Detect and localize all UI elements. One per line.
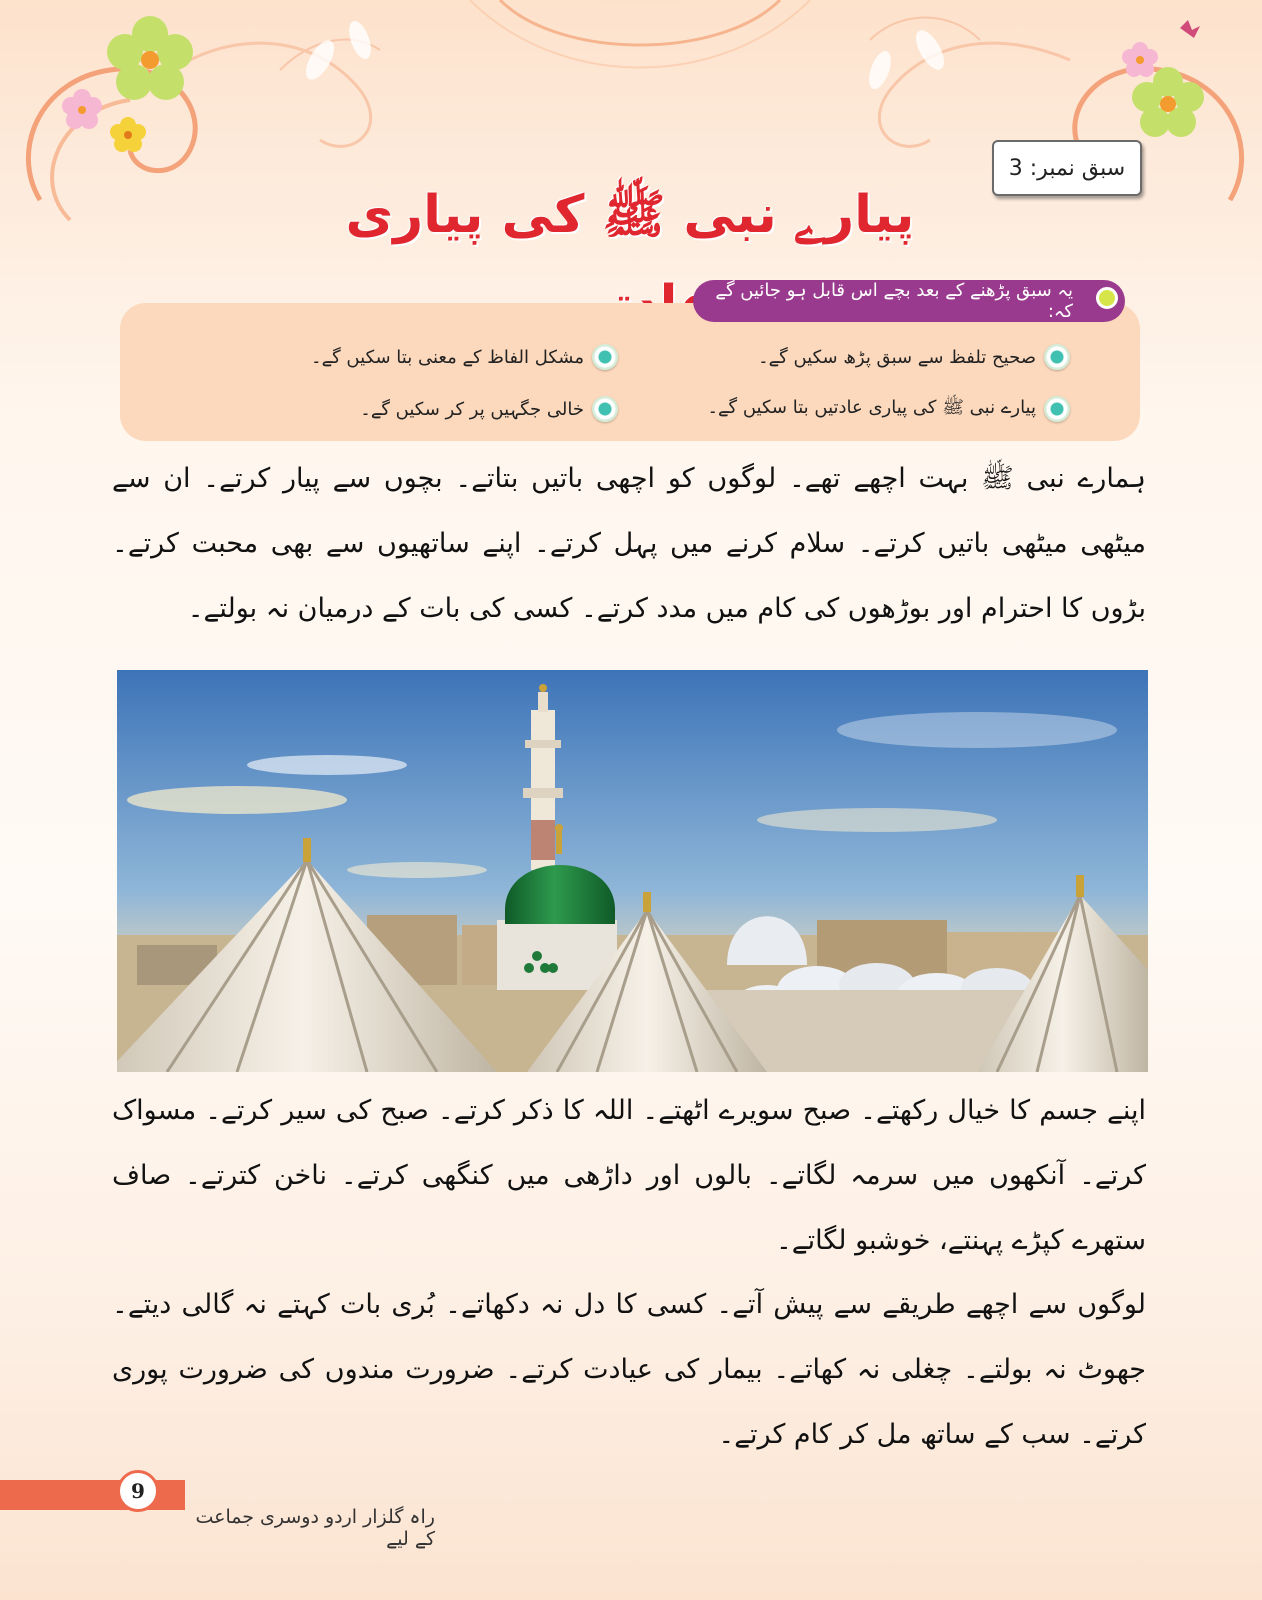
objective-text: صحیح تلفظ سے سبق پڑھ سکیں گے۔ <box>758 346 1036 368</box>
lesson-number-label: سبق نمبر: 3 <box>1008 155 1126 181</box>
lesson-number-box <box>992 140 1142 196</box>
paragraph-3: لوگوں سے اچھے طریقے سے پیش آتے۔ کسی کا دل نہ دکھاتے۔ بُری بات کہتے نہ گالی دیتے۔ جھوٹ نہ بولتے۔ چغلی نہ کھاتے۔ بیمار کی عیادت کرتے۔ ضرورت مندوں کی ضرورت پوری کرتے۔ سب کے ساتھ مل کر کام کرتے۔ <box>112 1289 1146 1450</box>
green-dome-mosque-photo <box>117 670 1148 1072</box>
page-number: 9 <box>117 1470 159 1512</box>
footer-book-title: راہ گلزار اردو دوسری جماعت کے لیے <box>195 1506 435 1550</box>
objectives-intro-text: یہ سبق پڑھنے کے بعد بچے اس قابل ہو جائیں گے کہ: <box>715 280 1073 322</box>
objectives-intro-banner <box>693 280 1125 322</box>
objective-item <box>640 391 1036 427</box>
objective-text: مشکل الفاظ کے معنی بتا سکیں گے۔ <box>311 346 584 368</box>
paragraph-2: اپنے جسم کا خیال رکھتے۔ صبح سویرے اٹھتے۔ اللہ کا ذکر کرتے۔ صبح کی سیر کرتے۔ مسواک کرتے۔ آنکھوں میں سرمہ لگاتے۔ بالوں اور داڑھی میں کنگھی کرتے۔ ناخن کترتے۔ صاف ستھرے کپڑے پہنتے، خوشبو لگاتے۔ <box>112 1095 1146 1256</box>
objective-item <box>640 339 1036 375</box>
banner-bullet-icon <box>1096 287 1118 309</box>
objective-text: پیارے نبی ﷺ کی پیاری عادتیں بتا سکیں گے۔ <box>707 397 1036 418</box>
objective-item <box>200 339 584 375</box>
bullet-icon <box>1044 396 1070 422</box>
paragraph-1: ہمارے نبی ﷺ بہت اچھے تھے۔ لوگوں کو اچھی باتیں بتاتے۔ بچوں سے پیار کرتے۔ ان سے میٹھی میٹھی باتیں کرتے۔ سلام کرنے میں پہل کرتے۔ اپنے ساتھیوں سے بھی محبت کرتے۔ بڑوں کا احترام اور بوڑھوں کی کام میں مدد کرتے۔ کسی کی بات کے درمیان نہ بولتے۔ <box>112 463 1146 624</box>
objective-item <box>200 391 584 427</box>
bullet-icon <box>1044 344 1070 370</box>
objective-text: خالی جگہیں پر کر سکیں گے۔ <box>360 398 584 420</box>
bullet-icon <box>592 344 618 370</box>
bullet-icon <box>592 396 618 422</box>
page-title: پیارے نبی ﷺ کی پیاری <box>345 185 915 245</box>
